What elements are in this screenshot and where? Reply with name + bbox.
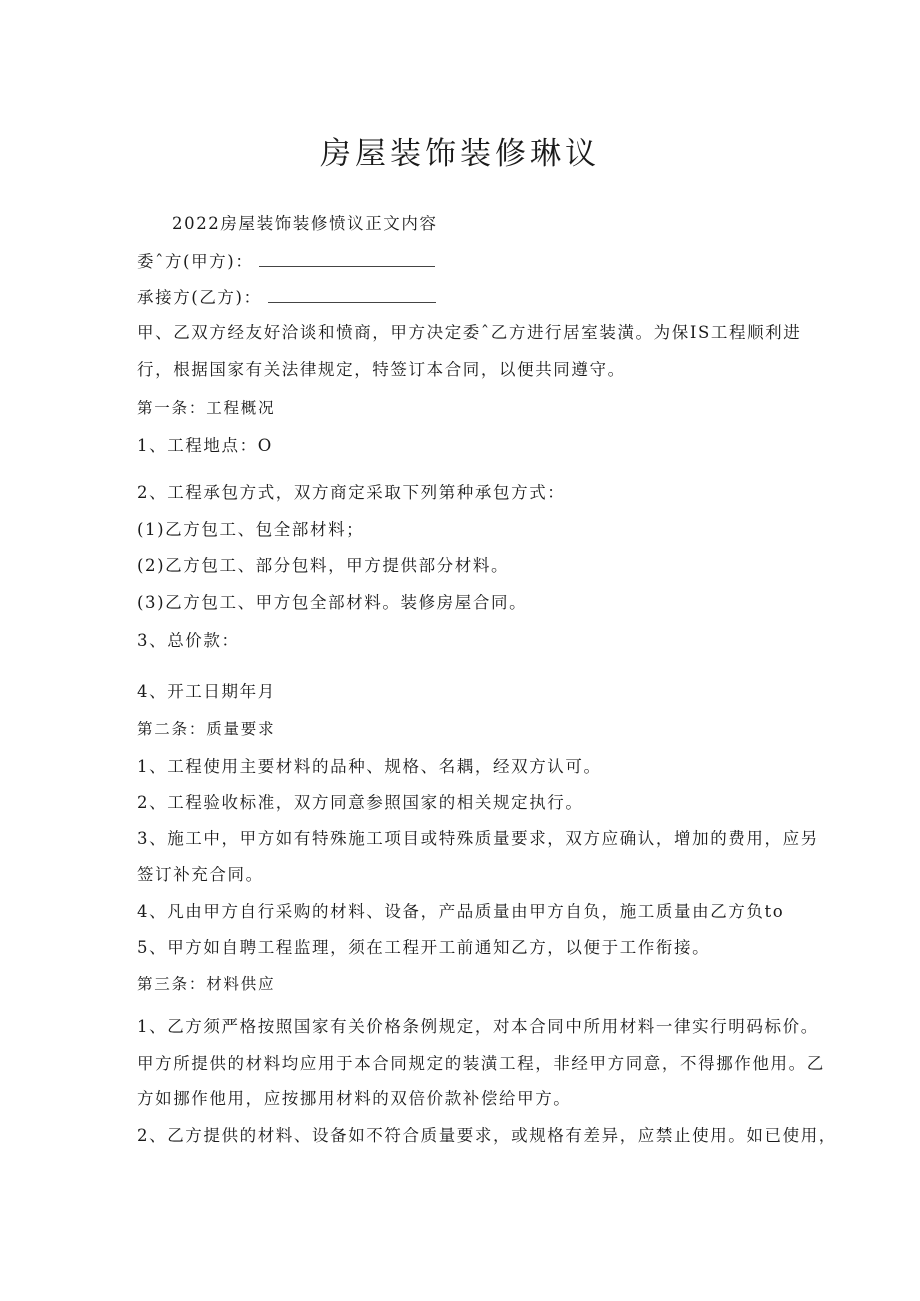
paragraph-line: 1、乙方须严格按照国家有关价格条例规定，对本合同中所用材料一律实行明码标价。 bbox=[137, 1017, 819, 1036]
party-a-label: 委ˆ方(甲方)： bbox=[137, 252, 254, 271]
party-b-label: 承接方(乙方)： bbox=[137, 288, 262, 307]
paragraph-line: 4、凡由甲方自行采购的材料、设备，产品质量由甲方自负，施工质量由乙方负to bbox=[137, 902, 785, 921]
document-title: 房屋装饰装修琳议 bbox=[320, 136, 600, 172]
paragraph-line: 甲方所提供的材料均应用于本合同规定的装潢工程，非经甲方同意，不得挪作他用。乙 bbox=[137, 1054, 825, 1073]
paragraph-line: (3)乙方包工、甲方包全部材料。装修房屋合同。 bbox=[137, 593, 528, 612]
document-subtitle: 2022房屋装饰装修愤议正文内容 bbox=[172, 214, 438, 233]
paragraph-line: 1、工程使用主要材料的品种、规格、名耦，经双方认可。 bbox=[137, 757, 602, 776]
party-b-blank bbox=[268, 288, 436, 303]
paragraph-line: 5、甲方如自聘工程监理，须在工程开工前通知乙方，以便于工作衔接。 bbox=[137, 938, 711, 957]
party-b-row bbox=[137, 288, 436, 308]
paragraph-line: 3、总价款： bbox=[137, 631, 240, 650]
paragraph-line: 方如挪作他用，应按挪用材料的双倍价款补偿给甲方。 bbox=[137, 1089, 572, 1108]
paragraph-line: 4、开工日期年月 bbox=[137, 682, 276, 701]
paragraph-line: 行，根据国家有关法律规定，特签订本合同，以便共同遵守。 bbox=[137, 360, 626, 379]
party-a-blank bbox=[259, 252, 435, 267]
paragraph-line: 3、施工中，甲方如有特殊施工项目或特殊质量要求，双方应确认，增加的费用，应另 bbox=[137, 829, 819, 848]
paragraph-line: 签订补充合同。 bbox=[137, 865, 264, 884]
section-heading: 第一条：工程概况 bbox=[137, 399, 276, 417]
paragraph-line: (2)乙方包工、部分包料，甲方提供部分材料。 bbox=[137, 556, 510, 575]
section-heading: 第三条：材料供应 bbox=[137, 975, 276, 993]
paragraph-line: (1)乙方包工、包全部材料； bbox=[137, 520, 365, 539]
paragraph-line: 2、工程验收标准，双方同意参照国家的相关规定执行。 bbox=[137, 793, 584, 812]
paragraph-line: 2、工程承包方式，双方商定采取下列第种承包方式： bbox=[137, 483, 566, 502]
paragraph-line: 甲、乙双方经友好洽谈和愤商，甲方决定委ˆ乙方进行居室装潢。为保IS工程顺利进 bbox=[137, 323, 802, 342]
party-a-row bbox=[137, 252, 435, 272]
paragraph-line: 2、乙方提供的材料、设备如不符合质量要求，或规格有差异，应禁止使用。如已使用， bbox=[137, 1126, 837, 1145]
paragraph-line: 1、工程地点：O bbox=[137, 436, 273, 455]
section-heading: 第二条：质量要求 bbox=[137, 720, 276, 738]
